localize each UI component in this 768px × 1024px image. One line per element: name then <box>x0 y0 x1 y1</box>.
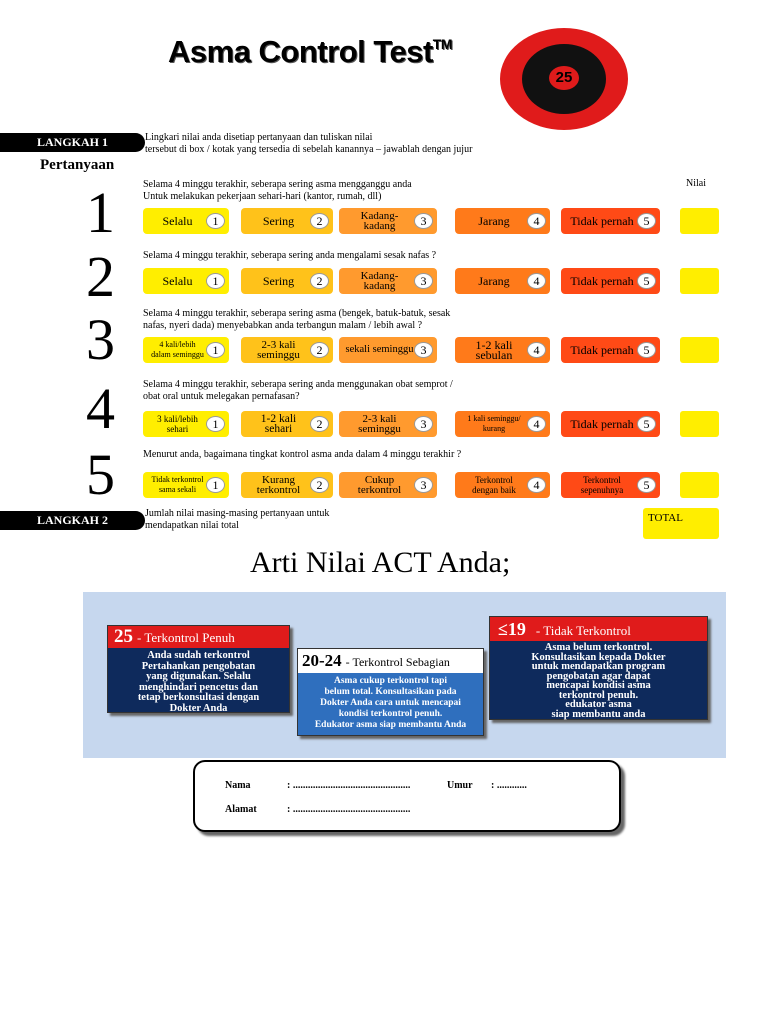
question-number: 3 <box>86 307 115 372</box>
result-body-line: untuk mendapatkan program <box>531 661 666 672</box>
result-body-line: tetap berkonsultasi dengan <box>137 692 260 703</box>
answer-option-label: Terkontrol dengan baik <box>472 475 516 495</box>
answer-option[interactable] <box>339 472 437 498</box>
answer-option[interactable] <box>143 472 229 498</box>
question-text <box>143 250 436 262</box>
page-title: Asma Control Test™ <box>168 34 453 69</box>
result-body-line: Dokter Anda <box>169 702 228 714</box>
nilai-heading: Nilai <box>686 178 706 189</box>
answer-option-label: Jarang <box>478 274 510 288</box>
answer-option-label: Terkontrol sepenuhnya <box>580 475 624 495</box>
result-card-partial-header <box>298 649 483 673</box>
result-full-title: - Terkontrol Penuh <box>137 630 235 645</box>
total-label: TOTAL <box>648 512 683 524</box>
langkah-2-line1: Jumlah nilai masing-masing pertanyaan untuk <box>145 508 330 519</box>
question-text-line1: Selama 4 minggu terakhir, seberapa sering anda mengalami sesak nafas ? <box>143 250 437 261</box>
score-target-graphic <box>500 28 628 130</box>
nilai-input-box[interactable] <box>680 268 719 294</box>
answer-option[interactable] <box>339 411 437 437</box>
langkah-2-line2: mendapatkan nilai total <box>145 520 239 531</box>
answer-option-score: 5 <box>637 342 656 358</box>
langkah-1-instruction <box>145 132 472 156</box>
langkah-1-line1: Lingkari nilai anda disetiap pertanyaan dan tuliskan nilai <box>145 132 373 143</box>
result-body-line: Pertahankan pengobatan <box>141 660 256 672</box>
answer-option-score: 4 <box>527 477 546 493</box>
result-body-line: Konsultasikan kepada Dokter <box>531 651 666 663</box>
answer-option-score: 4 <box>527 213 546 229</box>
result-body-line: yang digunakan. Selalu <box>146 671 251 682</box>
answer-option[interactable] <box>455 337 550 363</box>
answer-option[interactable] <box>455 268 550 294</box>
question-text-line1: Selama 4 minggu terakhir, seberapa sering anda menggunakan obat semprot / <box>143 379 453 390</box>
question-text <box>143 308 450 332</box>
answer-option[interactable] <box>143 268 229 294</box>
answer-option[interactable] <box>143 337 229 363</box>
question-text <box>143 379 453 403</box>
answer-option-score: 1 <box>206 342 225 358</box>
answer-option-score: 3 <box>414 342 433 358</box>
result-full-body <box>108 648 289 714</box>
result-body-line: pengobatan agar dapat <box>546 670 651 682</box>
answer-option[interactable] <box>455 472 550 498</box>
umur-label: Umur <box>447 780 473 791</box>
answer-option[interactable] <box>339 208 437 234</box>
question-text <box>143 179 412 203</box>
answer-option-label: Sering <box>262 274 295 288</box>
nilai-input-box[interactable] <box>680 337 719 363</box>
answer-option[interactable] <box>561 268 660 294</box>
result-body-line: Asma belum terkontrol. <box>544 642 653 653</box>
answer-option[interactable] <box>455 411 550 437</box>
question-number: 1 <box>86 180 115 245</box>
answer-option-score: 5 <box>637 477 656 493</box>
question-text-line1: Menurut anda, bagaimana tingkat kontrol asma anda dalam 4 minggu terakhir ? <box>143 449 462 460</box>
answer-option[interactable] <box>561 208 660 234</box>
answer-option[interactable] <box>241 268 333 294</box>
question-text-line2: nafas, nyeri dada) menyebabkan anda terbangun malam / lebih awal ? <box>143 320 423 331</box>
answer-option-label: sekali seminggu <box>345 344 414 355</box>
question-text-line1: Selama 4 minggu terakhir, seberapa sering asma (bengek, batuk-batuk, sesak <box>143 308 451 319</box>
answer-option-score: 1 <box>206 416 225 432</box>
trademark: TM <box>432 36 453 52</box>
answer-option-label: 1-2 kali sehari <box>260 413 297 435</box>
question-number: 4 <box>86 376 115 441</box>
result-partial-title: - Terkontrol Sebagian <box>345 655 450 669</box>
answer-option[interactable] <box>143 208 229 234</box>
answer-option-label: Kadang-kadang <box>360 210 399 232</box>
answer-option-score: 3 <box>414 213 433 229</box>
answer-option[interactable] <box>241 208 333 234</box>
answer-option-score: 5 <box>637 416 656 432</box>
answer-option-score: 3 <box>414 416 433 432</box>
alamat-label: Alamat <box>225 804 257 815</box>
answer-option-label: Selalu <box>162 214 193 228</box>
answer-option[interactable] <box>561 337 660 363</box>
answer-option[interactable] <box>241 472 333 498</box>
answer-option-score: 1 <box>206 477 225 493</box>
result-card-full <box>107 625 290 713</box>
answer-option-score: 4 <box>527 342 546 358</box>
nilai-input-box[interactable] <box>680 411 719 437</box>
nilai-input-box[interactable] <box>680 208 719 234</box>
answer-option[interactable] <box>561 411 660 437</box>
result-body-line: Edukator asma siap membantu Anda <box>314 720 467 730</box>
answer-option[interactable] <box>143 411 229 437</box>
answer-option-label: Kurang terkontrol <box>256 474 301 496</box>
answer-option-label: 1-2 kali sebulan <box>475 338 513 362</box>
result-body-line: menghindari pencetus dan <box>138 681 259 693</box>
answer-option-label: Tidak pernah <box>570 343 634 357</box>
patient-form <box>193 760 621 832</box>
result-none-score: ≤19 <box>498 619 526 639</box>
answer-option-score: 2 <box>310 273 329 289</box>
answer-option-score: 2 <box>310 213 329 229</box>
answer-option-score: 4 <box>527 416 546 432</box>
answer-option[interactable] <box>561 472 660 498</box>
answer-option-label: Jarang <box>478 214 510 228</box>
result-body-line: siap membantu anda <box>551 708 646 720</box>
result-none-body <box>490 641 707 719</box>
target-score: 25 <box>549 66 579 90</box>
result-body-line: mencapai kondisi asma <box>546 680 651 691</box>
answer-option-label: Sering <box>262 214 295 228</box>
pertanyaan-heading: Pertanyaan <box>40 157 115 173</box>
result-partial-body <box>298 673 483 731</box>
answer-option-label: Tidak pernah <box>570 417 634 431</box>
langkah-1-line2: tersebut di box / kotak yang tersedia di sebelah kanannya – jawablah dengan jujur <box>145 144 473 155</box>
result-card-partial <box>297 648 484 736</box>
question-text-line2: obat oral untuk melegakan pernafasan? <box>143 391 300 402</box>
result-card-none <box>489 616 708 720</box>
answer-option-label: 3 kali/lebih sehari <box>157 414 198 434</box>
answer-option-score: 5 <box>637 213 656 229</box>
answer-option-score: 2 <box>310 477 329 493</box>
umur-field[interactable]: : ............ <box>491 780 527 791</box>
result-body-line: edukator asma <box>565 699 632 710</box>
answer-option-score: 1 <box>206 273 225 289</box>
result-card-full-header <box>108 626 289 648</box>
total-box[interactable] <box>643 508 719 539</box>
result-body-line: Dokter Anda cara untuk mencapai <box>320 698 461 708</box>
answer-option[interactable] <box>339 268 437 294</box>
question-number: 5 <box>86 442 115 507</box>
langkah-2-instruction <box>145 508 329 532</box>
result-card-none-header <box>490 617 707 641</box>
result-none-title: - Tidak Terkontrol <box>535 623 631 638</box>
alamat-field[interactable]: : ............................................... <box>287 804 411 815</box>
question-number: 2 <box>86 244 115 309</box>
result-full-score: 25 <box>114 626 133 647</box>
answer-option-label: 2-3 kali seminggu <box>358 413 401 435</box>
question-text-line2: Untuk melakukan pekerjaan sehari-hari (kantor, rumah, dll) <box>143 191 382 202</box>
answer-option-score: 3 <box>414 273 433 289</box>
answer-option-score: 1 <box>206 213 225 229</box>
result-body-line: belum total. Konsultasikan pada <box>324 687 457 697</box>
answer-option-label: Tidak pernah <box>570 274 634 288</box>
answer-option-score: 2 <box>310 342 329 358</box>
result-body-line: kondisi terkontrol penuh. <box>338 709 443 719</box>
answer-option[interactable] <box>241 337 333 363</box>
nama-field[interactable]: : ............................................... <box>287 780 411 791</box>
target-inner-ring <box>522 44 606 114</box>
question-text-line1: Selama 4 minggu terakhir, seberapa sering asma mengganggu anda <box>143 179 412 190</box>
answer-option-score: 4 <box>527 273 546 289</box>
answer-option[interactable] <box>241 411 333 437</box>
result-partial-score: 20-24 <box>302 651 342 670</box>
result-body-line: Asma cukup terkontrol tapi <box>333 676 448 686</box>
langkah-2-badge: LANGKAH 2 <box>0 511 145 530</box>
arti-heading: Arti Nilai ACT Anda; <box>250 546 511 579</box>
answer-option-score: 3 <box>414 477 433 493</box>
answer-option-label: 1 kali seminggu/ kurang <box>467 414 521 433</box>
answer-option-label: Tidak terkontrol sama sekali <box>151 475 204 494</box>
answer-option[interactable] <box>339 337 437 363</box>
nama-label: Nama <box>225 780 251 791</box>
answer-option-label: 4 kali/lebih dalam seminggu <box>151 340 204 359</box>
langkah-1-badge: LANGKAH 1 <box>0 133 145 152</box>
result-body-line: terkontrol penuh. <box>558 689 639 701</box>
answer-option-label: Tidak pernah <box>570 214 634 228</box>
answer-option[interactable] <box>455 208 550 234</box>
answer-option-label: 2-3 kali seminggu <box>257 339 300 361</box>
answer-option-label: Kadang-kadang <box>360 270 399 292</box>
answer-option-label: Selalu <box>162 274 193 288</box>
question-text <box>143 449 461 461</box>
answer-option-score: 2 <box>310 416 329 432</box>
nilai-input-box[interactable] <box>680 472 719 498</box>
answer-option-label: Cukup terkontrol <box>357 474 402 496</box>
answer-option-score: 5 <box>637 273 656 289</box>
result-body-line: Anda sudah terkontrol <box>147 650 250 661</box>
